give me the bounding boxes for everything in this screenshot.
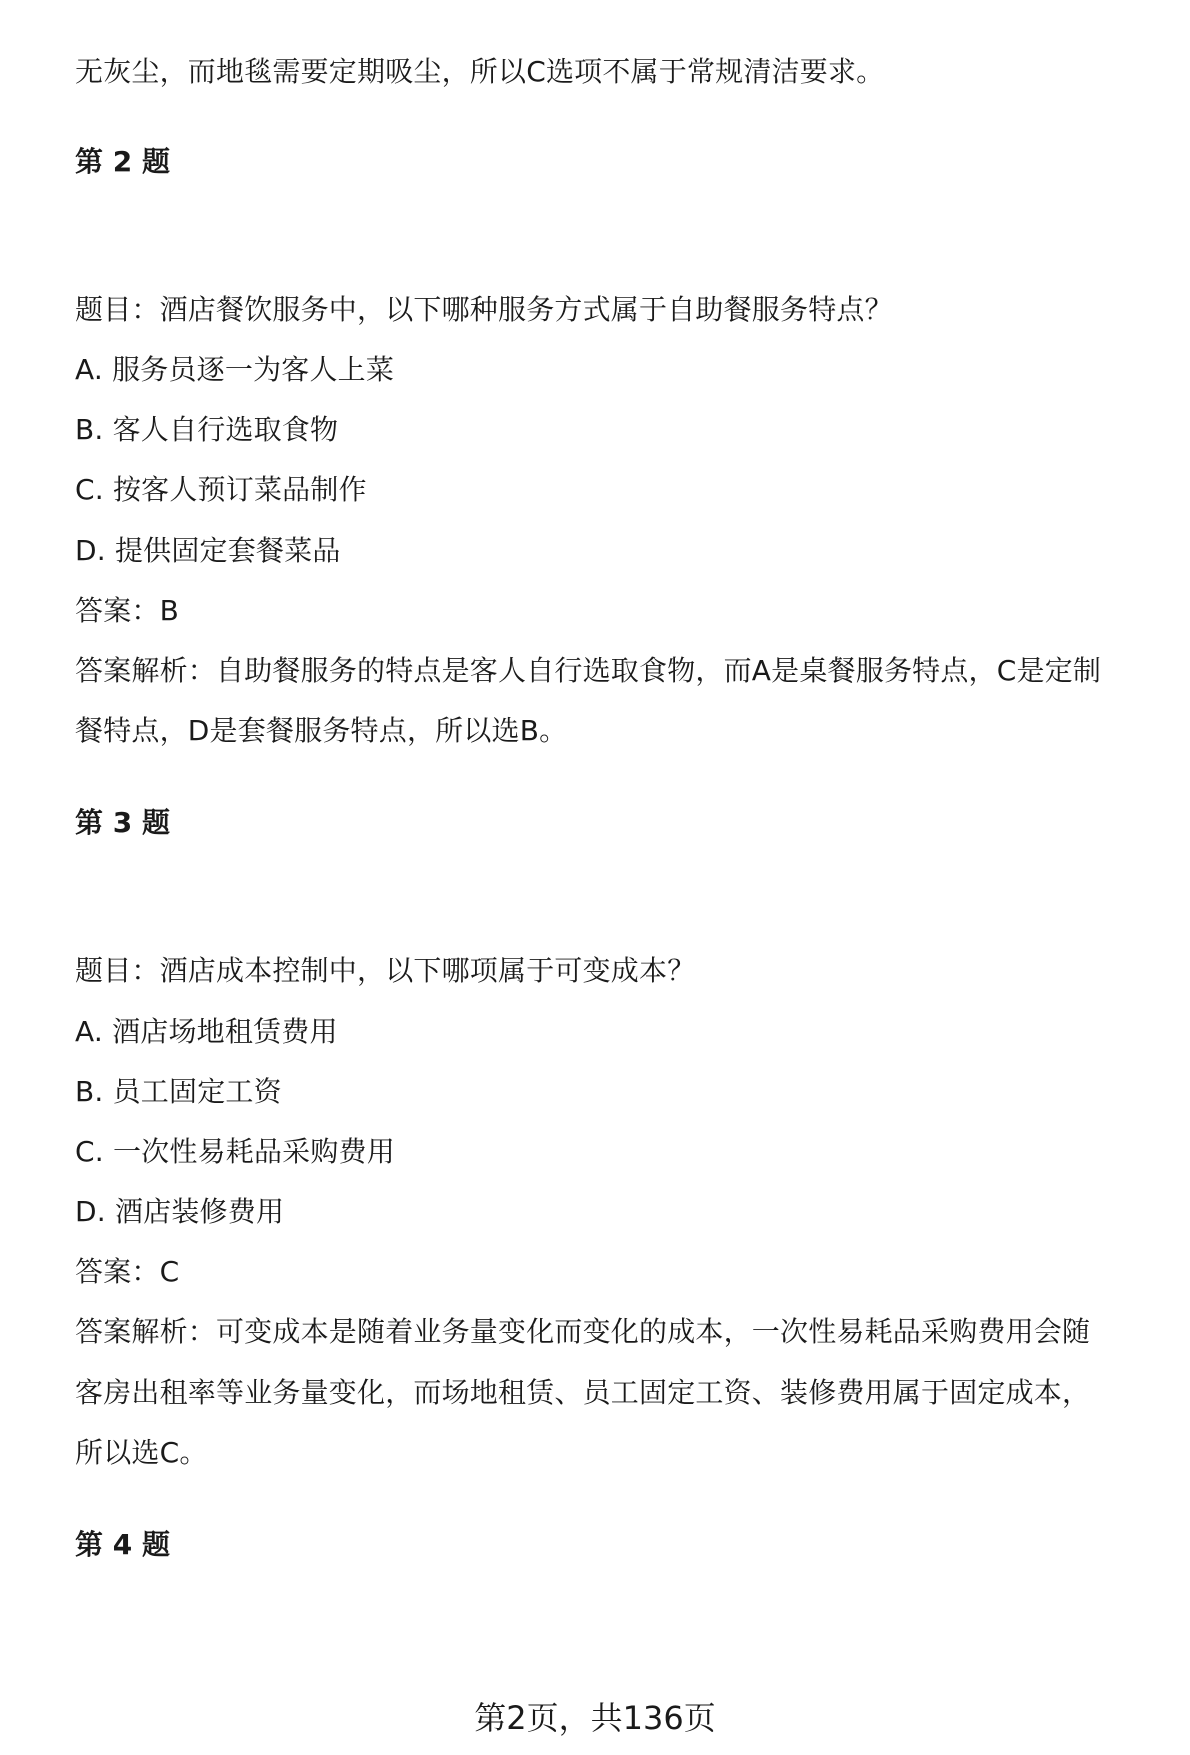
answer: 答案：B [75,594,180,627]
question-heading: 第 4 题 [75,1528,170,1561]
option-a: A. 酒店场地租赁费用 [75,1015,338,1048]
question-heading: 第 3 题 [75,806,170,839]
option-d: D. 酒店装修费用 [75,1195,285,1228]
page-number-footer: 第2页，共136页 [474,1699,716,1737]
option-b: B. 员工固定工资 [75,1075,282,1108]
option-c: C. 按客人预订菜品制作 [75,473,367,506]
answer: 答案：C [75,1255,180,1288]
option-c: C. 一次性易耗品采购费用 [75,1135,395,1168]
analysis-line: 餐特点，D是套餐服务特点，所以选B。 [75,714,568,747]
previous-analysis-continuation: 无灰尘，而地毯需要定期吸尘，所以C选项不属于常规清洁要求。 [75,55,885,88]
analysis-line: 所以选C。 [75,1436,208,1469]
option-d: D. 提供固定套餐菜品 [75,534,341,567]
option-b: B. 客人自行选取食物 [75,413,339,446]
analysis-line: 答案解析：可变成本是随着业务量变化而变化的成本，一次性易耗品采购费用会随 [75,1315,1091,1348]
question-stem: 题目：酒店餐饮服务中，以下哪种服务方式属于自助餐服务特点？ [75,293,893,326]
question-heading: 第 2 题 [75,145,170,178]
question-stem: 题目：酒店成本控制中，以下哪项属于可变成本？ [75,954,696,987]
option-a: A. 服务员逐一为客人上菜 [75,353,395,386]
analysis-line: 客房出租率等业务量变化，而场地租赁、员工固定工资、装修费用属于固定成本， [75,1376,1091,1409]
analysis-line: 答案解析：自助餐服务的特点是客人自行选取食物，而A是桌餐服务特点，C是定制 [75,654,1102,687]
